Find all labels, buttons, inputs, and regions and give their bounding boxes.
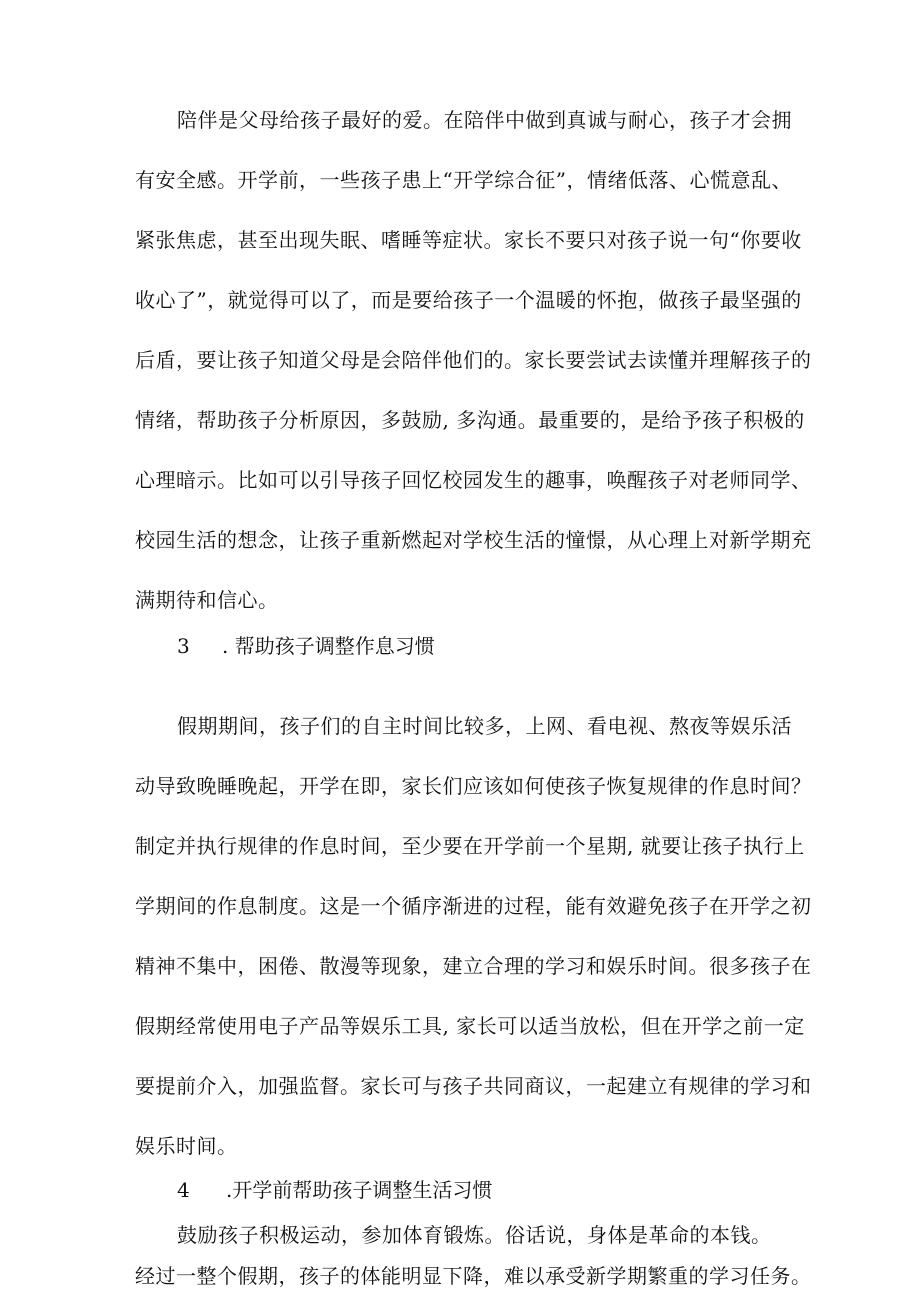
heading-3-number: 3 xyxy=(177,634,190,658)
paragraph-1-line-7: 心理暗示。比如可以引导孩子回忆校园发生的趣事，唤醒孩子对老师同学、 xyxy=(135,468,812,492)
paragraph-2-line-1: 假期期间，孩子们的自主时间比较多，上网、看电视、熬夜等娱乐活 xyxy=(177,714,792,738)
paragraph-1-line-8: 校园生活的想念，让孩子重新燃起对学校生活的憧憬，从心理上对新学期充 xyxy=(135,528,812,552)
paragraph-1-line-6: 情绪，帮助孩子分析原因，多鼓励, 多沟通。最重要的，是给予孩子积极的 xyxy=(135,408,805,432)
paragraph-2-line-6: 假期经常使用电子产品等娱乐工具, 家长可以适当放松，但在开学之前一定 xyxy=(135,1014,805,1038)
paragraph-1-line-5: 后盾，要让孩子知道父母是会陪伴他们的。家长要尝试去读懂并理解孩子的 xyxy=(135,348,812,372)
heading-4-number: 4 xyxy=(177,1178,190,1202)
paragraph-1-line-4: 收心了”，就觉得可以了，而是要给孩子一个温暖的怀抱，做孩子最坚强的 xyxy=(135,288,802,312)
heading-4-text: .开学前帮助孩子调整生活习惯 xyxy=(226,1178,493,1202)
paragraph-1-line-9: 满期待和信心。 xyxy=(135,588,279,612)
paragraph-1-line-3: 紧张焦虑，甚至出现失眠、嗜睡等症状。家长不要只对孩子说一句“你要收 xyxy=(135,228,802,252)
paragraph-2-line-8: 娱乐时间。 xyxy=(135,1134,238,1158)
paragraph-2-line-3: 制定并执行规律的作息时间，至少要在开学前一个星期, 就要让孩子执行上 xyxy=(135,834,805,858)
paragraph-2-line-7: 要提前介入，加强监督。家长可与孩子共同商议，一起建立有规律的学习和 xyxy=(135,1074,812,1098)
paragraph-3-line-1: 鼓励孩子积极运动，参加体育锻炼。俗话说，身体是革命的本钱。 xyxy=(177,1223,772,1247)
paragraph-2-line-2: 动导致晚睡晚起，开学在即，家长们应该如何使孩子恢复规律的作息时间？ xyxy=(135,774,812,798)
paragraph-3-line-2: 经过一整个假期，孩子的体能明显下降，难以承受新学期繁重的学习任务。 xyxy=(135,1264,812,1288)
paragraph-1-line-2: 有安全感。开学前，一些孩子患上“开学综合征”，情绪低落、心慌意乱、 xyxy=(135,168,792,192)
paragraph-2-line-5: 精神不集中，困倦、散漫等现象，建立合理的学习和娱乐时间。很多孩子在 xyxy=(135,954,812,978)
paragraph-1-line-1: 陪伴是父母给孩子最好的爱。在陪伴中做到真诚与耐心，孩子才会拥 xyxy=(177,108,792,132)
heading-3-text: . 帮助孩子调整作息习惯 xyxy=(222,634,435,658)
paragraph-2-line-4: 学期间的作息制度。这是一个循序渐进的过程，能有效避免孩子在开学之初 xyxy=(135,894,812,918)
